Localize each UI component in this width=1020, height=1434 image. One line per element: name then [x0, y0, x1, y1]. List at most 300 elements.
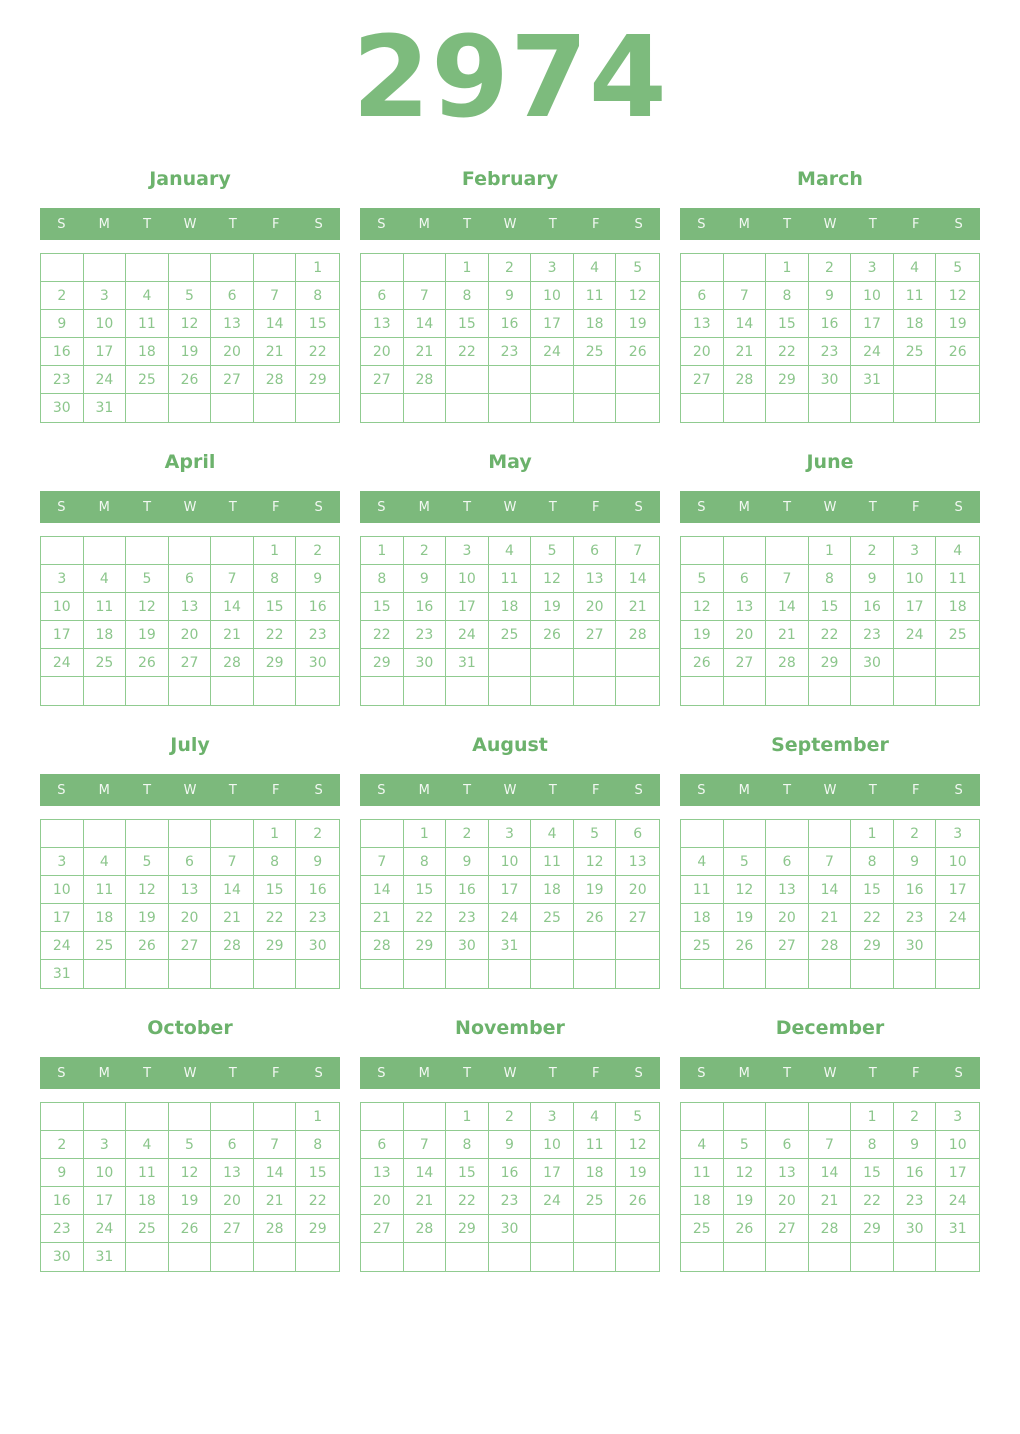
day-cell: 9	[894, 1131, 937, 1159]
weekday-label: S	[377, 216, 386, 232]
day-cell: 5	[574, 820, 617, 848]
day-cell: 2	[894, 820, 937, 848]
day-cell: 21	[254, 338, 297, 366]
dates-grid	[680, 1102, 980, 1272]
day-cell: 18	[574, 310, 617, 338]
weekday-label: S	[314, 1065, 323, 1081]
day-cell: 5	[724, 848, 767, 876]
weekday-label: T	[548, 1065, 557, 1081]
day-cell: 29	[254, 649, 297, 677]
empty-day-cell	[574, 960, 617, 988]
day-cell: 4	[489, 537, 532, 565]
day-cell: 3	[936, 1103, 979, 1131]
day-cell: 7	[211, 565, 254, 593]
weekday-header-row	[40, 1057, 340, 1089]
empty-day-cell	[211, 254, 254, 282]
day-cell: 8	[446, 282, 489, 310]
empty-day-cell	[404, 960, 447, 988]
empty-day-cell	[574, 1215, 617, 1243]
empty-day-cell	[724, 254, 767, 282]
day-cell: 19	[169, 338, 212, 366]
day-cell: 28	[809, 932, 852, 960]
day-cell: 7	[404, 1131, 447, 1159]
weekday-label: S	[314, 499, 323, 515]
weekday-header-row	[360, 774, 660, 806]
month-block	[360, 732, 660, 989]
day-cell: 1	[254, 537, 297, 565]
day-cell: 4	[574, 1103, 617, 1131]
empty-day-cell	[724, 1103, 767, 1131]
day-cell: 30	[894, 1215, 937, 1243]
empty-day-cell	[84, 537, 127, 565]
weekday-label: F	[591, 1065, 600, 1081]
day-cell: 17	[489, 876, 532, 904]
day-cell: 19	[616, 1159, 659, 1187]
day-cell: 2	[41, 282, 84, 310]
day-cell: 10	[894, 565, 937, 593]
day-cell: 19	[724, 904, 767, 932]
weekday-label: F	[911, 499, 920, 515]
weekday-label: S	[954, 499, 963, 515]
month-title: August	[472, 734, 548, 756]
day-cell: 4	[126, 282, 169, 310]
weekday-label: M	[98, 782, 110, 798]
day-cell: 8	[404, 848, 447, 876]
day-cell: 3	[84, 1131, 127, 1159]
empty-day-cell	[169, 1243, 212, 1271]
day-cell: 10	[41, 876, 84, 904]
empty-day-cell	[936, 960, 979, 988]
weekday-label: W	[503, 1065, 517, 1081]
day-cell: 10	[446, 565, 489, 593]
weekday-label: T	[228, 216, 237, 232]
day-cell: 9	[296, 565, 339, 593]
day-cell: 23	[809, 338, 852, 366]
weekday-label: S	[697, 782, 706, 798]
day-cell: 20	[211, 338, 254, 366]
day-cell: 5	[169, 282, 212, 310]
day-cell: 8	[766, 282, 809, 310]
empty-day-cell	[126, 1103, 169, 1131]
weekday-label: T	[868, 782, 877, 798]
day-cell: 15	[254, 876, 297, 904]
day-cell: 30	[404, 649, 447, 677]
day-cell: 21	[809, 1187, 852, 1215]
empty-day-cell	[936, 366, 979, 394]
day-cell: 28	[766, 649, 809, 677]
empty-day-cell	[616, 649, 659, 677]
weekday-label: T	[783, 216, 792, 232]
month-block	[40, 449, 340, 706]
day-cell: 23	[296, 904, 339, 932]
weekday-label: W	[503, 499, 517, 515]
day-cell: 28	[404, 366, 447, 394]
weekday-label: W	[183, 499, 197, 515]
day-cell: 16	[41, 1187, 84, 1215]
empty-day-cell	[681, 960, 724, 988]
day-cell: 21	[361, 904, 404, 932]
day-cell: 7	[254, 282, 297, 310]
weekday-label: T	[548, 216, 557, 232]
day-cell: 20	[724, 621, 767, 649]
day-cell: 25	[681, 1215, 724, 1243]
day-cell: 13	[681, 310, 724, 338]
empty-day-cell	[724, 1243, 767, 1271]
empty-day-cell	[766, 1103, 809, 1131]
day-cell: 18	[574, 1159, 617, 1187]
empty-day-cell	[681, 677, 724, 705]
weekday-header-row	[40, 208, 340, 240]
weekday-label: T	[463, 499, 472, 515]
empty-day-cell	[446, 960, 489, 988]
day-cell: 2	[894, 1103, 937, 1131]
empty-day-cell	[616, 960, 659, 988]
day-cell: 1	[809, 537, 852, 565]
day-cell: 4	[531, 820, 574, 848]
empty-day-cell	[84, 1103, 127, 1131]
day-cell: 13	[574, 565, 617, 593]
day-cell: 7	[809, 848, 852, 876]
day-cell: 18	[489, 593, 532, 621]
day-cell: 10	[41, 593, 84, 621]
empty-day-cell	[211, 820, 254, 848]
weekday-header-row	[40, 491, 340, 523]
month-title: October	[147, 1017, 233, 1039]
weekday-label: W	[823, 499, 837, 515]
day-cell: 21	[724, 338, 767, 366]
day-cell: 30	[41, 1243, 84, 1271]
empty-day-cell	[254, 1103, 297, 1131]
day-cell: 2	[41, 1131, 84, 1159]
weekday-header-row	[360, 208, 660, 240]
day-cell: 12	[616, 1131, 659, 1159]
day-cell: 29	[254, 932, 297, 960]
day-cell: 18	[126, 338, 169, 366]
day-cell: 9	[489, 282, 532, 310]
empty-day-cell	[126, 1243, 169, 1271]
dates-grid	[360, 819, 660, 989]
day-cell: 17	[84, 338, 127, 366]
day-cell: 14	[361, 876, 404, 904]
day-cell: 11	[681, 876, 724, 904]
weekday-label: F	[271, 499, 280, 515]
day-cell: 26	[531, 621, 574, 649]
day-cell: 29	[766, 366, 809, 394]
day-cell: 13	[724, 593, 767, 621]
empty-day-cell	[851, 960, 894, 988]
empty-day-cell	[574, 932, 617, 960]
day-cell: 29	[851, 1215, 894, 1243]
day-cell: 19	[616, 310, 659, 338]
day-cell: 27	[724, 649, 767, 677]
day-cell: 26	[616, 338, 659, 366]
month-title: November	[455, 1017, 565, 1039]
day-cell: 25	[936, 621, 979, 649]
month-block	[360, 449, 660, 706]
day-cell: 14	[404, 1159, 447, 1187]
dates-grid	[680, 536, 980, 706]
empty-day-cell	[531, 677, 574, 705]
day-cell: 30	[489, 1215, 532, 1243]
day-cell: 23	[489, 338, 532, 366]
empty-day-cell	[489, 649, 532, 677]
day-cell: 27	[361, 1215, 404, 1243]
day-cell: 1	[446, 1103, 489, 1131]
day-cell: 24	[84, 366, 127, 394]
empty-day-cell	[531, 960, 574, 988]
day-cell: 26	[724, 1215, 767, 1243]
month-title: February	[461, 168, 559, 190]
day-cell: 6	[169, 848, 212, 876]
day-cell: 22	[851, 1187, 894, 1215]
day-cell: 20	[211, 1187, 254, 1215]
day-cell: 15	[446, 310, 489, 338]
weekday-label: S	[377, 499, 386, 515]
day-cell: 27	[766, 1215, 809, 1243]
empty-day-cell	[296, 394, 339, 422]
month-block	[680, 1015, 980, 1272]
day-cell: 23	[41, 366, 84, 394]
weekday-label: S	[634, 1065, 643, 1081]
day-cell: 1	[851, 1103, 894, 1131]
weekday-label: W	[823, 782, 837, 798]
day-cell: 11	[84, 876, 127, 904]
empty-day-cell	[724, 537, 767, 565]
day-cell: 25	[681, 932, 724, 960]
month-title: January	[149, 168, 231, 190]
day-cell: 17	[894, 593, 937, 621]
year-title: 2974	[352, 13, 668, 143]
day-cell: 14	[254, 1159, 297, 1187]
day-cell: 18	[84, 621, 127, 649]
empty-day-cell	[681, 537, 724, 565]
empty-day-cell	[254, 677, 297, 705]
day-cell: 25	[489, 621, 532, 649]
day-cell: 26	[574, 904, 617, 932]
day-cell: 12	[126, 593, 169, 621]
day-cell: 13	[169, 876, 212, 904]
day-cell: 16	[489, 1159, 532, 1187]
day-cell: 4	[84, 565, 127, 593]
day-cell: 27	[574, 621, 617, 649]
day-cell: 16	[446, 876, 489, 904]
empty-day-cell	[41, 677, 84, 705]
empty-day-cell	[574, 649, 617, 677]
day-cell: 5	[169, 1131, 212, 1159]
day-cell: 25	[894, 338, 937, 366]
day-cell: 19	[169, 1187, 212, 1215]
empty-day-cell	[41, 537, 84, 565]
day-cell: 25	[126, 366, 169, 394]
empty-day-cell	[41, 1103, 84, 1131]
empty-day-cell	[809, 1103, 852, 1131]
day-cell: 18	[681, 904, 724, 932]
day-cell: 17	[41, 621, 84, 649]
day-cell: 1	[446, 254, 489, 282]
empty-day-cell	[894, 960, 937, 988]
day-cell: 24	[41, 649, 84, 677]
day-cell: 11	[126, 1159, 169, 1187]
empty-day-cell	[404, 1243, 447, 1271]
weekday-label: T	[228, 782, 237, 798]
weekday-header-row	[680, 774, 980, 806]
weekday-label: T	[548, 782, 557, 798]
weekday-label: M	[418, 499, 430, 515]
dates-grid	[40, 1102, 340, 1272]
day-cell: 11	[574, 1131, 617, 1159]
day-cell: 12	[574, 848, 617, 876]
weekday-label: F	[911, 216, 920, 232]
day-cell: 20	[169, 904, 212, 932]
weekday-label: W	[183, 1065, 197, 1081]
day-cell: 1	[296, 254, 339, 282]
day-cell: 27	[361, 366, 404, 394]
day-cell: 22	[254, 904, 297, 932]
weekday-label: T	[463, 782, 472, 798]
day-cell: 24	[851, 338, 894, 366]
day-cell: 21	[211, 904, 254, 932]
day-cell: 15	[296, 1159, 339, 1187]
empty-day-cell	[84, 677, 127, 705]
day-cell: 17	[936, 876, 979, 904]
empty-day-cell	[361, 677, 404, 705]
months-grid	[0, 166, 1020, 1298]
day-cell: 6	[574, 537, 617, 565]
weekday-label: F	[591, 499, 600, 515]
empty-day-cell	[446, 394, 489, 422]
empty-day-cell	[936, 1243, 979, 1271]
month-block	[40, 166, 340, 423]
month-title: December	[775, 1017, 885, 1039]
day-cell: 2	[296, 820, 339, 848]
day-cell: 16	[809, 310, 852, 338]
empty-day-cell	[211, 1243, 254, 1271]
day-cell: 5	[531, 537, 574, 565]
day-cell: 27	[211, 1215, 254, 1243]
day-cell: 15	[851, 1159, 894, 1187]
empty-day-cell	[126, 254, 169, 282]
empty-day-cell	[936, 649, 979, 677]
day-cell: 23	[446, 904, 489, 932]
month-title: May	[488, 451, 532, 473]
weekday-label: F	[911, 782, 920, 798]
day-cell: 9	[404, 565, 447, 593]
empty-day-cell	[681, 394, 724, 422]
day-cell: 2	[809, 254, 852, 282]
day-cell: 26	[681, 649, 724, 677]
day-cell: 17	[84, 1187, 127, 1215]
weekday-label: S	[314, 782, 323, 798]
day-cell: 5	[616, 254, 659, 282]
day-cell: 10	[84, 310, 127, 338]
weekday-label: T	[783, 1065, 792, 1081]
day-cell: 17	[446, 593, 489, 621]
empty-day-cell	[766, 820, 809, 848]
weekday-label: T	[868, 1065, 877, 1081]
day-cell: 3	[851, 254, 894, 282]
empty-day-cell	[361, 960, 404, 988]
day-cell: 5	[724, 1131, 767, 1159]
day-cell: 19	[574, 876, 617, 904]
month-block	[680, 166, 980, 423]
day-cell: 28	[254, 366, 297, 394]
day-cell: 31	[936, 1215, 979, 1243]
day-cell: 3	[489, 820, 532, 848]
day-cell: 16	[296, 593, 339, 621]
day-cell: 7	[809, 1131, 852, 1159]
dates-grid	[40, 253, 340, 423]
weekday-label: T	[783, 499, 792, 515]
weekday-label: S	[57, 1065, 66, 1081]
day-cell: 24	[531, 1187, 574, 1215]
empty-day-cell	[446, 366, 489, 394]
day-cell: 10	[531, 1131, 574, 1159]
day-cell: 16	[894, 1159, 937, 1187]
empty-day-cell	[254, 254, 297, 282]
day-cell: 29	[404, 932, 447, 960]
day-cell: 13	[361, 1159, 404, 1187]
day-cell: 28	[211, 649, 254, 677]
weekday-label: T	[143, 1065, 152, 1081]
day-cell: 30	[296, 649, 339, 677]
day-cell: 26	[126, 932, 169, 960]
empty-day-cell	[851, 677, 894, 705]
empty-day-cell	[296, 677, 339, 705]
weekday-label: F	[591, 216, 600, 232]
day-cell: 26	[936, 338, 979, 366]
weekday-label: M	[98, 499, 110, 515]
empty-day-cell	[489, 366, 532, 394]
day-cell: 29	[809, 649, 852, 677]
day-cell: 30	[296, 932, 339, 960]
day-cell: 2	[404, 537, 447, 565]
empty-day-cell	[126, 394, 169, 422]
day-cell: 19	[936, 310, 979, 338]
weekday-label: T	[463, 216, 472, 232]
weekday-label: M	[418, 782, 430, 798]
day-cell: 23	[41, 1215, 84, 1243]
weekday-label: F	[271, 782, 280, 798]
month-block	[40, 732, 340, 989]
day-cell: 17	[851, 310, 894, 338]
empty-day-cell	[766, 394, 809, 422]
day-cell: 7	[254, 1131, 297, 1159]
weekday-label: W	[823, 216, 837, 232]
day-cell: 25	[574, 1187, 617, 1215]
day-cell: 28	[724, 366, 767, 394]
day-cell: 7	[616, 537, 659, 565]
day-cell: 19	[531, 593, 574, 621]
empty-day-cell	[936, 677, 979, 705]
day-cell: 26	[126, 649, 169, 677]
day-cell: 7	[404, 282, 447, 310]
weekday-label: S	[377, 782, 386, 798]
weekday-header-row	[680, 1057, 980, 1089]
day-cell: 27	[211, 366, 254, 394]
day-cell: 1	[296, 1103, 339, 1131]
day-cell: 31	[446, 649, 489, 677]
day-cell: 4	[936, 537, 979, 565]
day-cell: 30	[41, 394, 84, 422]
empty-day-cell	[851, 1243, 894, 1271]
day-cell: 22	[446, 1187, 489, 1215]
weekday-label: M	[738, 1065, 750, 1081]
weekday-label: T	[228, 1065, 237, 1081]
day-cell: 9	[41, 310, 84, 338]
empty-day-cell	[766, 537, 809, 565]
day-cell: 22	[296, 1187, 339, 1215]
day-cell: 1	[361, 537, 404, 565]
